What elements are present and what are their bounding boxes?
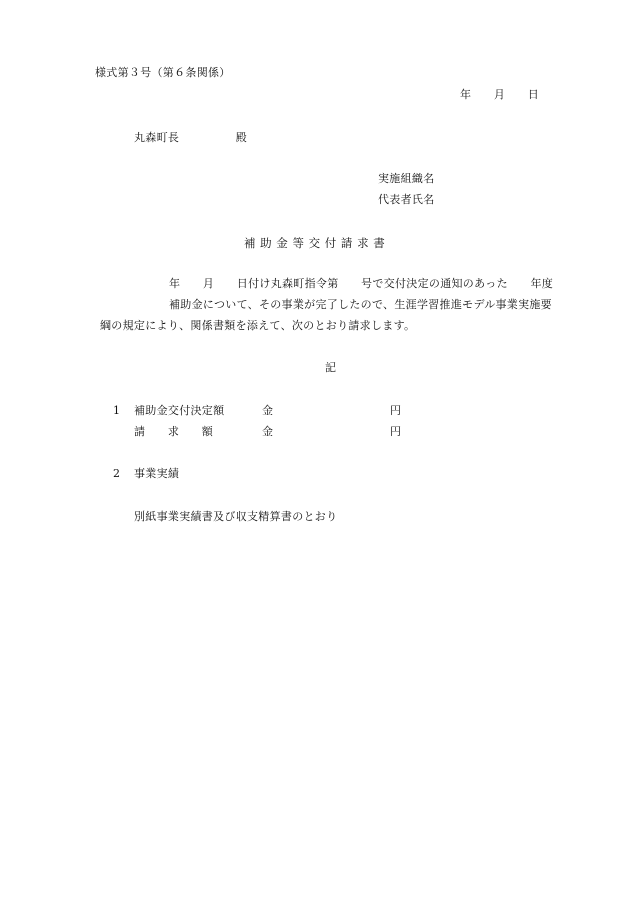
document-title: 補 助 金 等 交 付 請 求 書 (244, 236, 386, 250)
item-1-kin: 金 (262, 404, 274, 417)
applicant-org-label: 実施組織名 (378, 172, 435, 185)
item-2-number: 2 (113, 467, 121, 480)
body-line-1: 年 月 日付け丸森町指令第 号で交付決定の通知のあった 年度 (169, 277, 554, 290)
item-1-number: 1 (113, 404, 121, 417)
item-1b-yen: 円 (390, 425, 402, 438)
addressee: 丸森町長 殿 (134, 131, 247, 144)
item-2-label: 事業実績 (134, 467, 180, 480)
ki-heading: 記 (325, 361, 337, 374)
item-2-detail: 別紙事業実績書及び収支精算書のとおり (134, 510, 338, 523)
form-number: 様式第３号（第６条関係） (95, 66, 231, 79)
item-1-label: 補助金交付決定額 (134, 404, 225, 417)
date-line: 年 月 日 (460, 88, 540, 101)
body-line-2: 補助金について、その事業が完了したので、生涯学習推進モデル事業実施要 (169, 298, 552, 311)
body-line-3: 綱の規定により、関係書類を添えて、次のとおり請求します。 (100, 319, 416, 332)
item-1-yen: 円 (390, 404, 402, 417)
item-1b-kin: 金 (262, 425, 274, 438)
applicant-rep-label: 代表者氏名 (378, 193, 435, 206)
item-1b-label: 請 求 額 (134, 425, 214, 438)
